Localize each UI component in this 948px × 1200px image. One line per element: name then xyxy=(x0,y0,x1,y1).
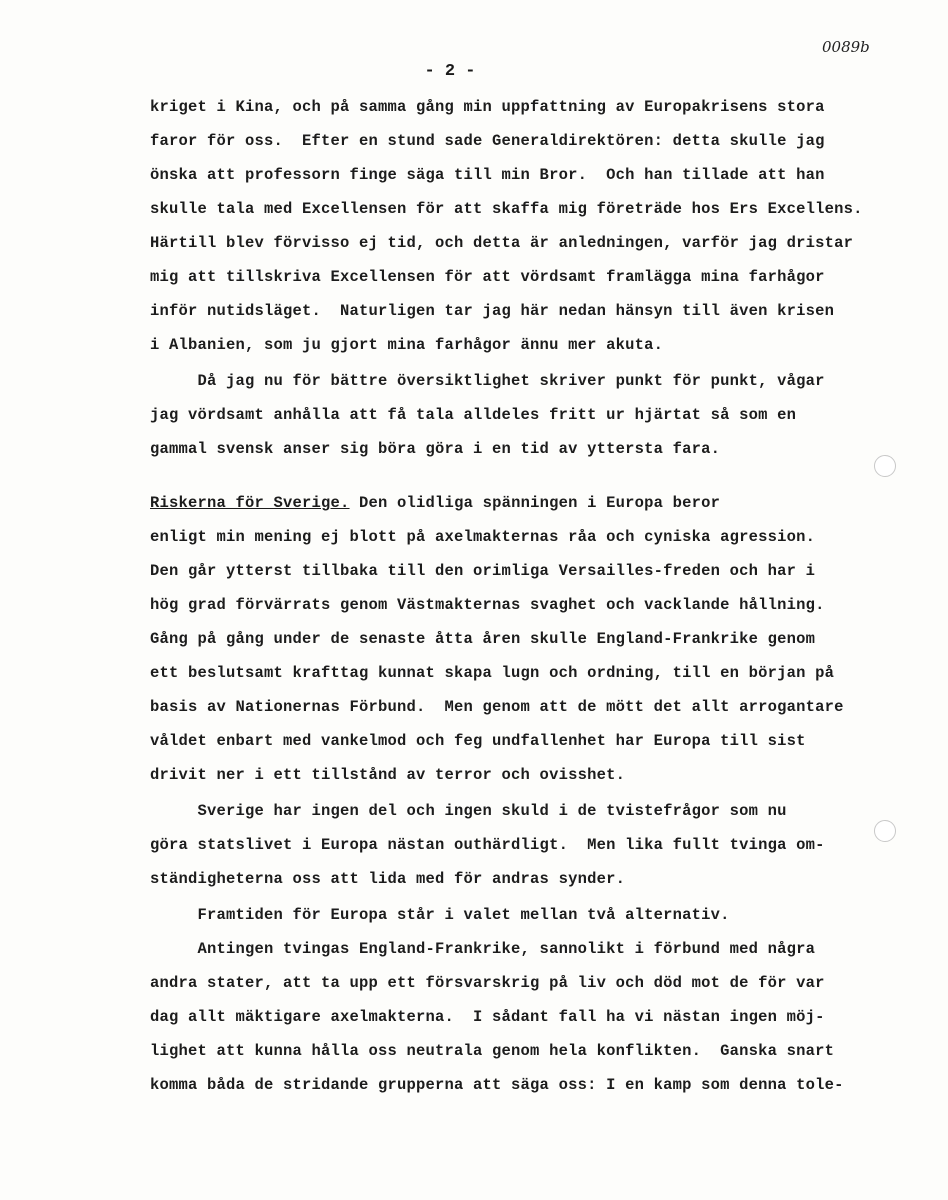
text-line: lighet att kunna hålla oss neutrala genom hela konflikten. Ganska snart xyxy=(150,1042,835,1060)
text-line: göra statslivet i Europa nästan outhärdligt. Men lika fullt tvinga om- xyxy=(150,836,825,854)
page-number: - 2 - xyxy=(424,62,476,81)
punch-hole xyxy=(874,455,896,477)
text-line: Framtiden för Europa står i valet mellan två alternativ. xyxy=(150,906,730,924)
text-line: mig att tillskriva Excellensen för att vördsamt framlägga mina farhågor xyxy=(150,268,825,286)
text-line: hög grad förvärrats genom Västmakternas svaghet och vacklande hållning. xyxy=(150,596,825,614)
text-line: i Albanien, som ju gjort mina farhågor ännu mer akuta. xyxy=(150,336,664,354)
text-line: jag vördsamt anhålla att få tala alldeles fritt ur hjärtat så som en xyxy=(150,406,797,424)
text-line: dag allt mäktigare axelmakterna. I sådant fall ha vi nästan ingen möj- xyxy=(150,1008,825,1026)
text-line: komma båda de stridande grupperna att säga oss: I en kamp som denna tole- xyxy=(150,1076,844,1094)
text-line: andra stater, att ta upp ett försvarskrig på liv och död mot de för var xyxy=(150,974,825,992)
text-line: Antingen tvingas England-Frankrike, sannolikt i förbund med några xyxy=(150,940,816,958)
text-line: faror för oss. Efter en stund sade Generaldirektören: detta skulle jag xyxy=(150,132,825,150)
text-line: gammal svensk anser sig böra göra i en tid av yttersta fara. xyxy=(150,440,721,458)
text-line: ständigheterna oss att lida med för andras synder. xyxy=(150,870,626,888)
text-line: enligt min mening ej blott på axelmakternas råa och cyniska agression. xyxy=(150,528,816,546)
text-line: Gång på gång under de senaste åtta åren skulle England-Frankrike genom xyxy=(150,630,816,648)
archive-reference: 0089b xyxy=(822,38,870,56)
text-line: skulle tala med Excellensen för att skaffa mig företräde hos Ers Excellens. xyxy=(150,200,863,218)
text-line: Den går ytterst tillbaka till den orimliga Versailles-freden och har i xyxy=(150,562,816,580)
text-line: kriget i Kina, och på samma gång min uppfattning av Europakrisens stora xyxy=(150,98,825,116)
text-line: basis av Nationernas Förbund. Men genom att de mött det allt arrogantare xyxy=(150,698,844,716)
punch-hole xyxy=(874,820,896,842)
text-line: inför nutidsläget. Naturligen tar jag här nedan hänsyn till även krisen xyxy=(150,302,835,320)
section-line xyxy=(150,494,720,512)
text-line: önska att professorn finge säga till min Bror. Och han tillade att han xyxy=(150,166,825,184)
section-heading: Riskerna för Sverige. xyxy=(150,494,350,512)
text-line: Då jag nu för bättre översiktlighet skriver punkt för punkt, vågar xyxy=(150,372,825,390)
text-line: Sverige har ingen del och ingen skuld i de tvistefrågor som nu xyxy=(150,802,787,820)
text-line: ett beslutsamt krafttag kunnat skapa lugn och ordning, till en början på xyxy=(150,664,835,682)
text-line: våldet enbart med vankelmod och feg undfallenhet har Europa till sist xyxy=(150,732,806,750)
text-line: Den olidliga spänningen i Europa beror xyxy=(349,494,721,512)
text-line: Härtill blev förvisso ej tid, och detta är anledningen, varför jag dristar xyxy=(150,234,854,252)
text-line: drivit ner i ett tillstånd av terror och ovisshet. xyxy=(150,766,626,784)
